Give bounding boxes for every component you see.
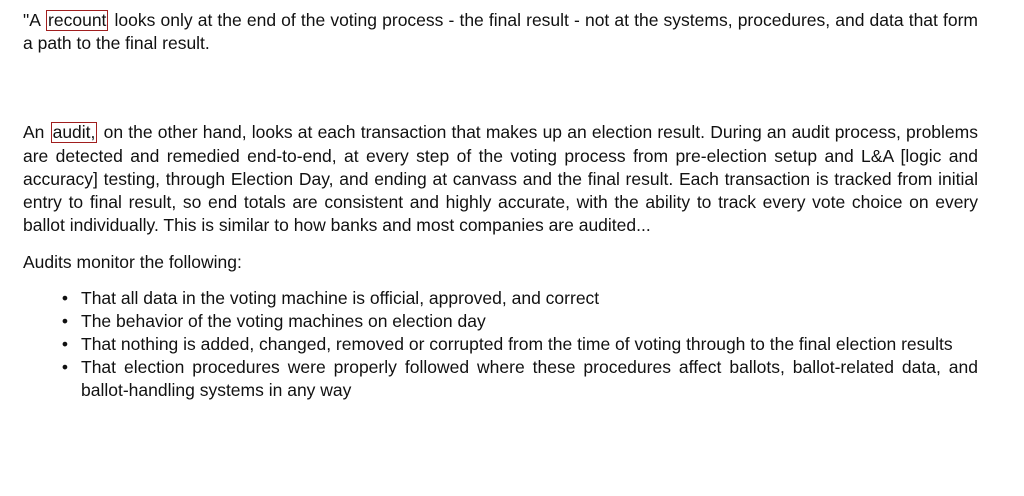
list-item [23,356,978,402]
list-item [23,287,978,310]
audit-paragraph [23,121,978,237]
recount-highlight: recount [48,10,107,30]
list-item [23,333,978,356]
bullet-icon: • [61,287,69,308]
audit-paragraph-text: on the other hand, looks at each transaction that makes up an election result. During an audit process, problems are detected and remedied end-to-end, at every step of the voting process from pre-election setup and L&A [logic and accuracy] testing, through Election Day, and ending at canvass and the final result. Each transaction is tracked from initial entry to final result, so end totals are consistent and highly accurate, with the ability to track every vote choice on every ballot individually. This is similar to how banks and most companies are audited... [23,122,978,236]
list-item-text: That nothing is added, changed, removed or corrupted from the time of voting through to the final election results [81,334,953,355]
recount-paragraph [23,9,978,55]
recount-paragraph-lead: "A [23,10,46,30]
list-item [23,310,978,333]
audit-monitor-list [23,287,978,403]
list-item-text: That all data in the voting machine is official, approved, and correct [81,287,600,308]
audit-paragraph-lead: An [23,122,50,143]
bullet-icon: • [61,334,69,355]
bullet-icon: • [61,357,69,378]
recount-paragraph-text: looks only at the end of the voting process - the final result - not at the systems, procedures, and data that form a path to the final result. [23,10,979,54]
list-item-text: The behavior of the voting machines on election day [81,310,486,331]
audit-highlight: audit, [52,122,96,143]
document-page [23,9,978,403]
list-item-text: That election procedures were properly followed where these procedures affect ballots, ballot-related data, and ballot-handling systems in any way [81,357,978,401]
bullet-icon: • [61,310,69,331]
audits-monitor-heading: Audits monitor the following: [23,252,242,273]
